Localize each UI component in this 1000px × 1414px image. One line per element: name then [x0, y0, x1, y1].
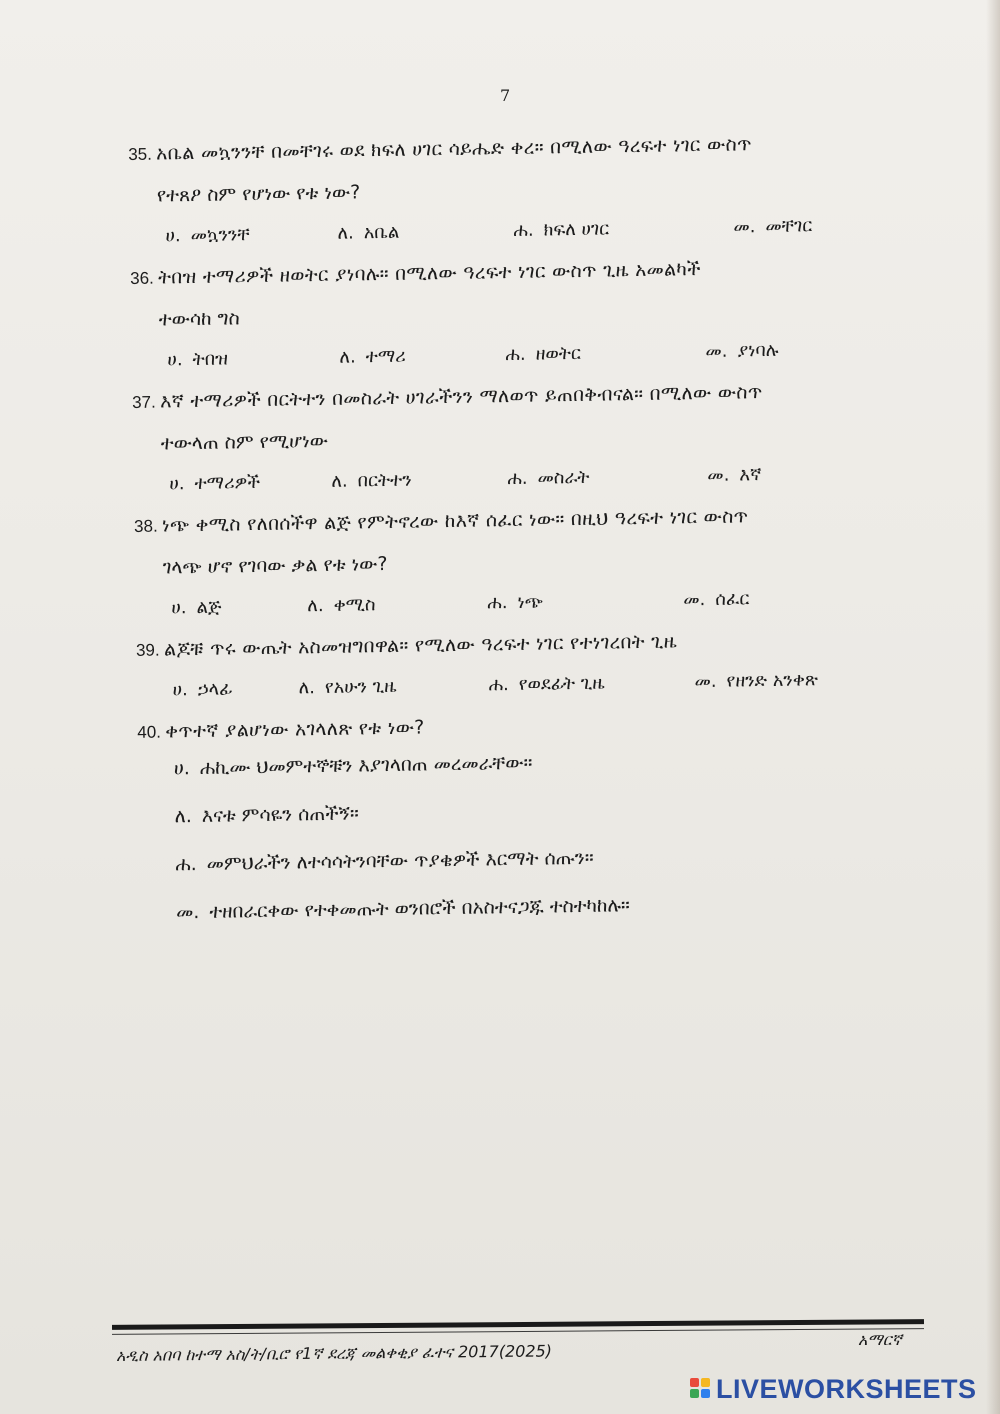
- option-c[interactable]: ሐ. መምህራችን ለተሳሳትንባቸው ጥያቄዎች እርማት ሰጡን።: [175, 846, 594, 876]
- option-c[interactable]: ሐ. ክፍለ ሀገር: [513, 218, 610, 241]
- question-35: [128, 127, 930, 250]
- option-c[interactable]: ሐ. ነጭ: [487, 591, 543, 614]
- question-text-continued: ገላጭ ሆኖ የገባው ቃል የቱ ነው?: [162, 552, 388, 579]
- option-d[interactable]: መ. የዘንድ አንቀጽ: [694, 669, 819, 693]
- question-number: 37.: [131, 392, 156, 412]
- question-number: 39.: [135, 640, 160, 660]
- option-c[interactable]: ሐ. ዘወትር: [505, 342, 582, 366]
- liveworksheets-logo-icon: [690, 1378, 712, 1402]
- option-c[interactable]: ሐ. የወደፊት ጊዜ: [488, 672, 605, 696]
- option-b[interactable]: ለ. አቤል: [337, 221, 400, 244]
- option-b[interactable]: ለ. ቀሚስ: [307, 594, 376, 617]
- question-text-continued: የተጸዖ ስም የሆነው የቱ ነው?: [156, 181, 361, 207]
- question-text: ነጭ ቀሚስ የለበሰችዋ ልጅ የምትኖረው ከእኛ ሰፈር ነው። በዚህ ዓረፍተ ነገር ውስጥ: [161, 505, 749, 537]
- question-number: 35.: [128, 144, 153, 164]
- option-d[interactable]: መ. ያነባሉ: [705, 339, 779, 362]
- question-text-continued: ተውላጠ ስም የሚሆነው: [160, 429, 329, 455]
- page-edge-shadow: [986, 0, 1000, 1414]
- question-list: [128, 127, 941, 947]
- option-a[interactable]: ሀ. ተማሪዎች: [169, 471, 261, 495]
- answer-options: [133, 459, 933, 498]
- option-d[interactable]: መ. ተዘበራርቀው የተቀመጡት ወንበሮች በአስተናጋጁ ተስተካከሉ።: [175, 894, 630, 924]
- option-d[interactable]: መ. እኛ: [707, 464, 762, 486]
- option-d[interactable]: መ. ሰፈር: [683, 588, 750, 611]
- option-c[interactable]: ሐ. መስራት: [507, 466, 590, 490]
- footer-exam-title: አዲስ አበባ ከተማ አስ/ት/ቢሮ የ1ኛ ደረጃ መልቀቂያ ፈተና 2017(2025): [116, 1341, 553, 1365]
- answer-options: [131, 335, 931, 374]
- watermark-text: LIVEWORKSHEETS: [716, 1374, 977, 1404]
- question-number: 36.: [130, 268, 154, 288]
- question-text-continued: ተውሳከ ግስ: [158, 307, 240, 331]
- question-39: [136, 623, 937, 704]
- option-a[interactable]: ሀ. መኳንንቸ: [165, 224, 250, 247]
- question-number: 40.: [137, 722, 162, 742]
- question-37: [132, 375, 934, 498]
- answer-options: [135, 583, 935, 622]
- answer-options: [129, 211, 929, 250]
- question-number: 38.: [133, 516, 158, 536]
- page-number: 7: [500, 86, 511, 105]
- answer-options: [136, 665, 936, 704]
- answer-options: [138, 743, 941, 926]
- question-40: [137, 705, 940, 926]
- question-38: [134, 499, 936, 622]
- option-a[interactable]: ሀ. ኃላፊ: [172, 678, 233, 701]
- liveworksheets-watermark[interactable]: [690, 1374, 977, 1405]
- option-b[interactable]: ለ. እናቱ ምሳዬን ሰጠችኝ።: [174, 802, 359, 828]
- option-a[interactable]: ሀ. ሐኪሙ ህመምተኞቹን እያገላበጠ መረመራቸው።: [173, 751, 533, 780]
- question-text: ቀጥተኛ ያልሆነው አገላለጽ የቱ ነው?: [165, 716, 425, 743]
- option-b[interactable]: ለ. በርትተን: [331, 469, 412, 492]
- option-d[interactable]: መ. መቸገር: [733, 215, 813, 238]
- question-text: አቤል መኳንንቸ በመቸገሩ ወደ ክፍለ ሀገር ሳይሔድ ቀረ። በሚለው ዓረፍተ ነገር ውስጥ: [156, 133, 752, 165]
- option-a[interactable]: ሀ. ልጅ: [171, 596, 222, 619]
- footer-subject: አማርኛ: [858, 1330, 902, 1349]
- question-36: [130, 251, 932, 374]
- option-a[interactable]: ሀ. ትበዝ: [167, 348, 229, 371]
- option-b[interactable]: ለ. የአሁን ጊዜ: [298, 675, 397, 699]
- footer-rule-thin: [112, 1328, 924, 1335]
- question-text: ልጆቹ ጥሩ ውጤት አስመዝግበዋል። የሚለው ዓረፍተ ነገር የተነገረበት ጊዜ: [163, 630, 678, 661]
- question-text: እኛ ተማሪዎች በርትተን በመስራት ሀገራችንን ማለወጥ ይጠበቅብናል። በሚለው ውስጥ: [159, 381, 763, 413]
- option-b[interactable]: ለ. ተማሪ: [339, 345, 406, 368]
- question-text: ትበዝ ተማሪዎች ዘወትር ያነባሉ። በሚለው ዓረፍተ ነገር ውስጥ ጊዜ አመልካች: [157, 258, 701, 289]
